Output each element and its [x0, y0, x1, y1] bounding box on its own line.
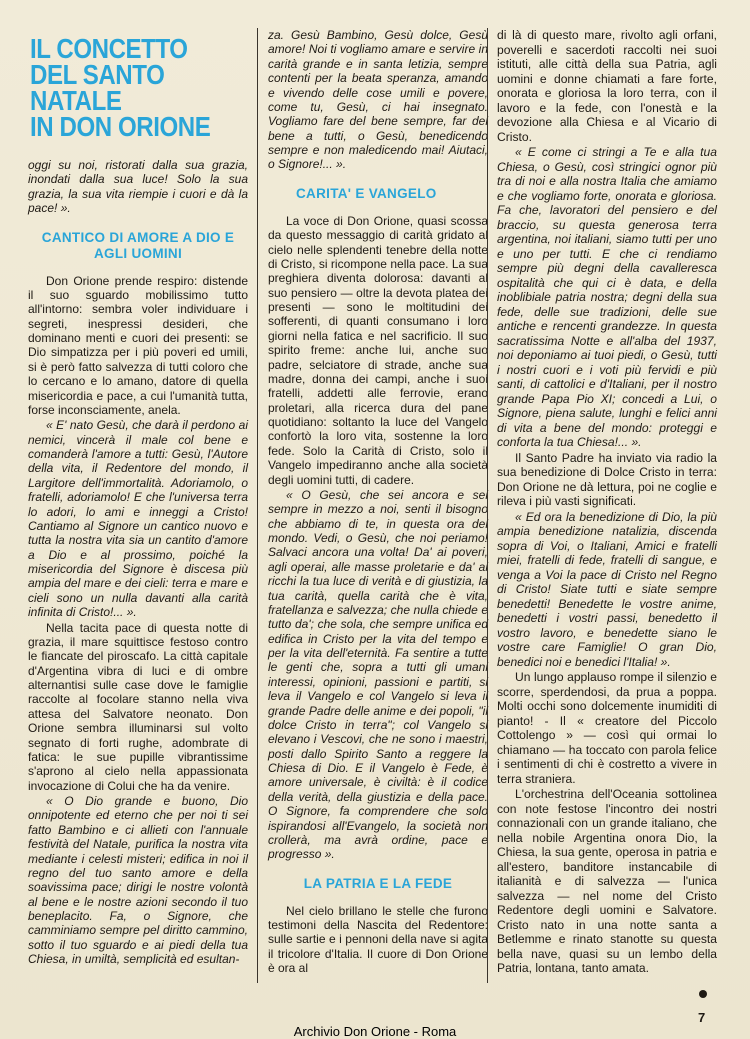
title-line: DEL SANTO: [30, 59, 165, 90]
column-divider: [487, 28, 488, 983]
title-line: NATALE: [30, 85, 122, 116]
column-divider: [257, 28, 258, 983]
section-heading-cantico: CANTICO DI AMORE A DIO E AGLI UOMINI: [41, 229, 235, 261]
quote-paragraph: « O Dio grande e buono, Dio onnipotente ed eterno che per noi ti sei fatto Bambino e ci allieti con l'annuale festività del Natale, purifica la nostra vita mediante i celesti misteri; edifica in noi il regno del tuo santo amore e della soavissima pace; dirigi le nostre volontà al bene e le nostre azioni secondo il tuo beneplacito. Fa, o Signore, che camminiamo sempre pel diritto cammino, sotto il tuo sguardo e ai piedi della tua Chiesa, in umiltà, semplicità ed esultan-: [28, 794, 248, 967]
quote-paragraph: « E' nato Gesù, che darà il perdono ai nemici, vincerà il male col bene e comanderà l'amore a tutti: Gesù, l'Autore della vita, il Redentore del mondo, il Largitore dell'immortalità. Adoriamolo, o fratelli, adoriamolo! E che l'universa terra lo adori, lo ami e inneggi a Cristo! Cantiamo al Signore un cantico nuovo e tutta la nostra vita sia un cantito d'amore a Dio e al prossimo, poiché la misericordia del Signore è discesa più ampia del mare e dei cieli: terra e mare e cieli sono un nulla davanti alla carità infinita di Cristo!... ».: [28, 418, 248, 620]
quote-paragraph: « Ed ora la benedizione di Dio, la più ampia benedizione natalizia, discenda sopra di Voi, o Italiani, Amici e fratelli miei, fratelli di fede, fratelli di sangue, e venga a Voi la pace di Cristo nel Regno di Cristo! Siate tutti e siate sempre benedetti! Benedette le vostre anime, benedetti i vostri passi, benedetto il vostro lavoro, e benedette siano le vostre care Famiglie! O gran Dio, benedici noi e benedici l'Italia! ».: [497, 509, 717, 669]
page-number: 7: [698, 1010, 706, 1025]
archive-footer: Archivio Don Orione - Roma: [293, 1024, 457, 1039]
article-title: [30, 33, 217, 142]
paragraph: Il Santo Padre ha inviato via radio la sua benedizione di Dolce Cristo in terra: Don Orione ne dà lettura, poi ne coglie e rileva i più vasti significati.: [497, 450, 717, 508]
title-line: IL CONCETTO: [30, 33, 188, 64]
quote-paragraph: « O Gesù, che sei ancora e sei sempre in mezzo a noi, senti il bisogno che abbiamo di te, in questa ora del mondo. Vedi, o Gesù, che noi periamo! Salvaci ancora una volta! Da' ai poveri, agli operai, alle masse proletarie e da' ai ricchi la tua luce di verità e di giustizia, la tua carità, quella carità che è vita, fratellanza e salvezza; che nulla chiede e tutto da'; che sola, che sempre unifica ed edifica in Cristo per la vita del tempo e per la vita dell'eternità. Fa sentire a tutte le genti che, sopra a tutti gli umani interessi, opinioni, passioni e partiti, si leva il Vangelo e col Vangelo si leva il grande Padre delle anime e dei popoli, "il dolce Cristo in terra"; col Vangelo si elevano i Vescovi, che ne sono i maestri, posti dallo Spirito Santo a reggere la Chiesa di Dio. E il Vangelo è Fede, è amore universale, è civiltà: è il codice della verità, della giustizia e della pace. O Signore, fa comprendere che solo ispirandosi all'Evangelo, la società non crollerà, ma avrà ordine, pace e progresso ».: [268, 487, 488, 862]
paragraph: Nel cielo brillano le stelle che furono testimoni della Nascita del Redentore: sulle sartie e i pennoni della nave si agita il tricolore d'Italia. Il cuore di Don Orione è ora al: [268, 903, 488, 976]
quote-paragraph: « E come ci stringi a Te e alla tua Chiesa, o Gesù, così stringici ognor più tra di noi e alla nostra Italia che amiamo e che vogliamo forte, onorata e gloriosa. Fa che, lavoratori del pensiero e del braccio, su questa generosa terra argentina, noi italiani, siamo tutti per uno e uno per tutti. E che ci rendiamo sempre più degni della cavalleresca ospitalità che qui ci è data, e della inoblibiale patria nostra; degni della sua fede, delle sue tradizioni, delle sue antiche e rencenti grandezze. In questa sacratissima Notte e all'alba del 1937, noi deponiamo ai tuoi piedi, o Gesù, tutti i nostri cuori e i voti più fervidi e più santi, di cattolici e d'Italiani, per il nostro grande Papa Pio XI; concedi a Lui, o Signore, piena salute, lunghi e felici anni di vita a bene del mondo: proteggi e conforta la tua Chiesa!... ».: [497, 145, 717, 449]
column-1: [28, 28, 248, 967]
paragraph: oggi su noi, ristorati dalla sua grazia, inondati dalla sua luce! Solo la sua grazia, la sua vita riempie i cuori e dà la pace! ».: [28, 158, 248, 216]
section-heading-patria: LA PATRIA E LA FEDE: [303, 875, 453, 891]
paragraph: di là di questo mare, rivolto agli orfani, poverelli e sacerdoti raccolti nei suoi istituti, alle città della sua Patria, agli uomini e donne chiamati a fare forte, onorata e gloriosa la loro terra, con il lavoro e la fede, con l'onestà e la devozione alla Chiesa e al Vicario di Cristo.: [497, 28, 717, 144]
column-3: [497, 28, 717, 976]
paragraph: Un lungo applauso rompe il silenzio e scorre, sperdendosi, da prua a poppa. Molti occhi sono dolcemente inumiditi di pianto! - Il « creatore del Piccolo Cottolengo » — così qui ormai lo chiamano — ha toccato con parola felice i sentimenti di chi è costretto a vivere in terra straniera.: [497, 670, 717, 786]
column-2: [268, 28, 488, 976]
paragraph: La voce di Don Orione, quasi scossa da questo messaggio di carità gridato al cielo nelle splendenti tenebre della notte di Cristo, si ricompone nella pace. La sua preghiera diventa dolorosa: davanti al suo pensiero — oltre la devota platea dei presenti — sono le moltitudini dei sofferenti, di quanti consumano i loro giorni nella fatica e nel sacrificio. Il suo spirito freme: anche lui, anche suo padre, selciatore di strade, anche sua madre, donna dei campi, anche i suoi fratelli, addetti alle ferrovie, erano proletari, alla ricerca dura del pane quotidiano: soltanto la luce del Vangelo confortò la loro vita, sostenne la loro fede. Solo la Carità di Cristo, solo il Vangelo impediranno anche alla società degli uomini tutti, di cadere.: [268, 213, 488, 487]
quote-paragraph: za. Gesù Bambino, Gesù dolce, Gesù amore! Noi ti vogliamo amare e servire in carità grande e in santa letizia, sempre contenti per la beata speranza, amando e vivendo delle cose umili e povere, come tu, Gesù, ci hai insegnato. Vogliamo fare del bene sempre, far del bene a tutti, o Gesù, benedicendo sempre e non maledicendo mai! Aiutaci, o Signore!... ».: [268, 28, 488, 172]
paragraph: Don Orione prende respiro: distende il suo sguardo mobilissimo tutto all'intorno: sembra voler individuare i segreti, inespressi desideri, che dominano menti e cuori dei presenti: se Dio simpatizza per i più poveri ed umili, si è però fatto salvezza di tutti coloro che lo cercano e lo amano, datore di quella misericordia e pace, a cui l'umanità tutta, forse inconsciamente, anela.: [28, 273, 248, 417]
end-of-article-bullet: [699, 990, 707, 998]
section-heading-carita: CARITA' E VANGELO: [296, 185, 437, 201]
paragraph: Nella tacita pace di questa notte di grazia, il mare squittisce festoso contro le fiancate del piroscafo. La città capitale d'Argentina vibra di luci e di ombre alternantisi sulle case dove le famiglie raccolte al focolare stanno nella viva attesa del Salvatore neonato. Don Orione sembra illuminarsi sul volto segnato di forti rughe, adombrate di fatica: le sue pupille vibrantissime s'aprono al cielo nella appassionata invocazione di Colui che ha da venire.: [28, 620, 248, 793]
paragraph: L'orchestrina dell'Oceania sottolinea con note festose l'incontro dei nostri connazionali con un grande italiano, che nella nobile Argentina onora Dio, la Chiesa, la sua gente, operosa in patria e all'estero, banditore instancabile di italianità e di salvezza — l'unica salvezza — nel nome del Cristo Redentore degli uomini e Salvatore. Cristo nato in una notte santa a Betlemme e rinato stanotte su questa bella nave, quasi su un lembo della Patria, lontana, tanto amata.: [497, 787, 717, 975]
title-line: IN DON ORIONE: [30, 111, 211, 142]
